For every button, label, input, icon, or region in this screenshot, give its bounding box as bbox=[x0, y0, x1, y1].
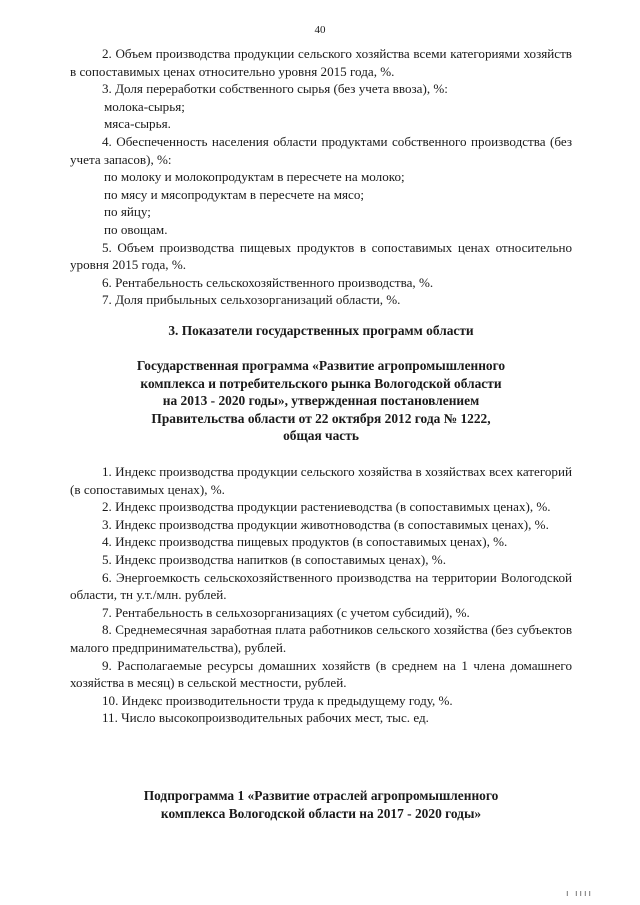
top-item-6: 6. Рентабельность сельскохозяйственного производства, %. bbox=[102, 274, 434, 290]
top-item-5: 5. Объем производства пищевых продуктов в сопоставимых ценах относительно уровня 2015 года, %. bbox=[70, 239, 572, 273]
top-item-2: 2. Объем производства продукции сельского хозяйства всеми категориями хозяйств в сопоставимых ценах относительно уровня 2015 года, %. bbox=[70, 46, 572, 79]
top-subitem-eggs: по яйцу; bbox=[104, 204, 151, 220]
subprogram-heading-line: Подпрограмма 1 «Развитие отраслей агропромышленного bbox=[143, 788, 499, 803]
top-subitem-meat-raw: мяса-сырья. bbox=[104, 116, 171, 132]
subprogram-heading bbox=[70, 787, 572, 822]
top-item-7: 7. Доля прибыльных сельхозорганизаций области, %. bbox=[102, 292, 401, 308]
program-heading-line: общая часть bbox=[283, 428, 359, 444]
indicator-8: 8. Среднемесячная заработная плата работников сельского хозяйства (без субъектов малого предпринимательства), рублей. bbox=[70, 622, 572, 655]
indicator-11: 11. Число высокопроизводительных рабочих мест, тыс. ед. bbox=[102, 710, 429, 726]
footer-mark: ı ıııı bbox=[566, 888, 594, 898]
program-heading-line: Правительства области от 22 октября 2012 года № 1222, bbox=[151, 410, 491, 426]
indicator-9: 9. Располагаемые ресурсы домашних хозяйств (в среднем на 1 члена домашнего хозяйства в месяц) в сельской местности, рублей. bbox=[70, 657, 572, 691]
top-subitem-vegetables: по овощам. bbox=[104, 221, 168, 237]
indicator-2: 2. Индекс производства продукции растениеводства (в сопоставимых ценах), %. bbox=[102, 499, 551, 515]
indicator-7: 7. Рентабельность в сельхозорганизациях (с учетом субсидий), %. bbox=[102, 604, 470, 620]
indicator-3: 3. Индекс производства продукции животноводства (в сопоставимых ценах), %. bbox=[102, 516, 549, 532]
top-item-3: 3. Доля переработки собственного сырья (без учета ввоза), %: bbox=[102, 81, 448, 97]
page-number: 40 bbox=[314, 24, 326, 36]
top-subitem-meat: по мясу и мясопродуктам в пересчете на мясо; bbox=[104, 186, 365, 202]
indicator-10: 10. Индекс производительности труда к предыдущему году, %. bbox=[102, 692, 453, 708]
program-indicator-list bbox=[70, 463, 572, 727]
top-indicator-list bbox=[70, 45, 572, 309]
indicator-4: 4. Индекс производства пищевых продуктов (в сопоставимых ценах), %. bbox=[102, 534, 508, 550]
indicator-6: 6. Энергоемкость сельскохозяйственного производства на территории Вологодской области, тн у.т./млн. рублей. bbox=[70, 569, 572, 603]
program-heading-line: Государственная программа «Развитие агропромышленного bbox=[136, 358, 506, 373]
program-heading-line: на 2013 - 2020 годы», утвержденная постановлением bbox=[162, 393, 480, 409]
top-subitem-milk: по молоку и молокопродуктам в пересчете на молоко; bbox=[104, 169, 405, 185]
section-heading: 3. Показатели государственных программ области bbox=[168, 323, 474, 338]
subprogram-heading-line: комплекса Вологодской области на 2017 - 2020 годы» bbox=[160, 805, 482, 821]
top-subitem-milk-raw: молока-сырья; bbox=[104, 98, 185, 114]
indicator-5: 5. Индекс производства напитков (в сопоставимых ценах), %. bbox=[102, 551, 446, 567]
program-heading bbox=[70, 357, 572, 445]
top-item-4: 4. Обеспеченность населения области продуктами собственного производства (без учета запасов), %: bbox=[70, 133, 572, 167]
indicator-1: 1. Индекс производства продукции сельского хозяйства в хозяйствах всех категорий (в сопоставимых ценах), %. bbox=[70, 464, 572, 497]
program-heading-line: комплекса и потребительского рынка Вологодской области bbox=[140, 375, 502, 391]
